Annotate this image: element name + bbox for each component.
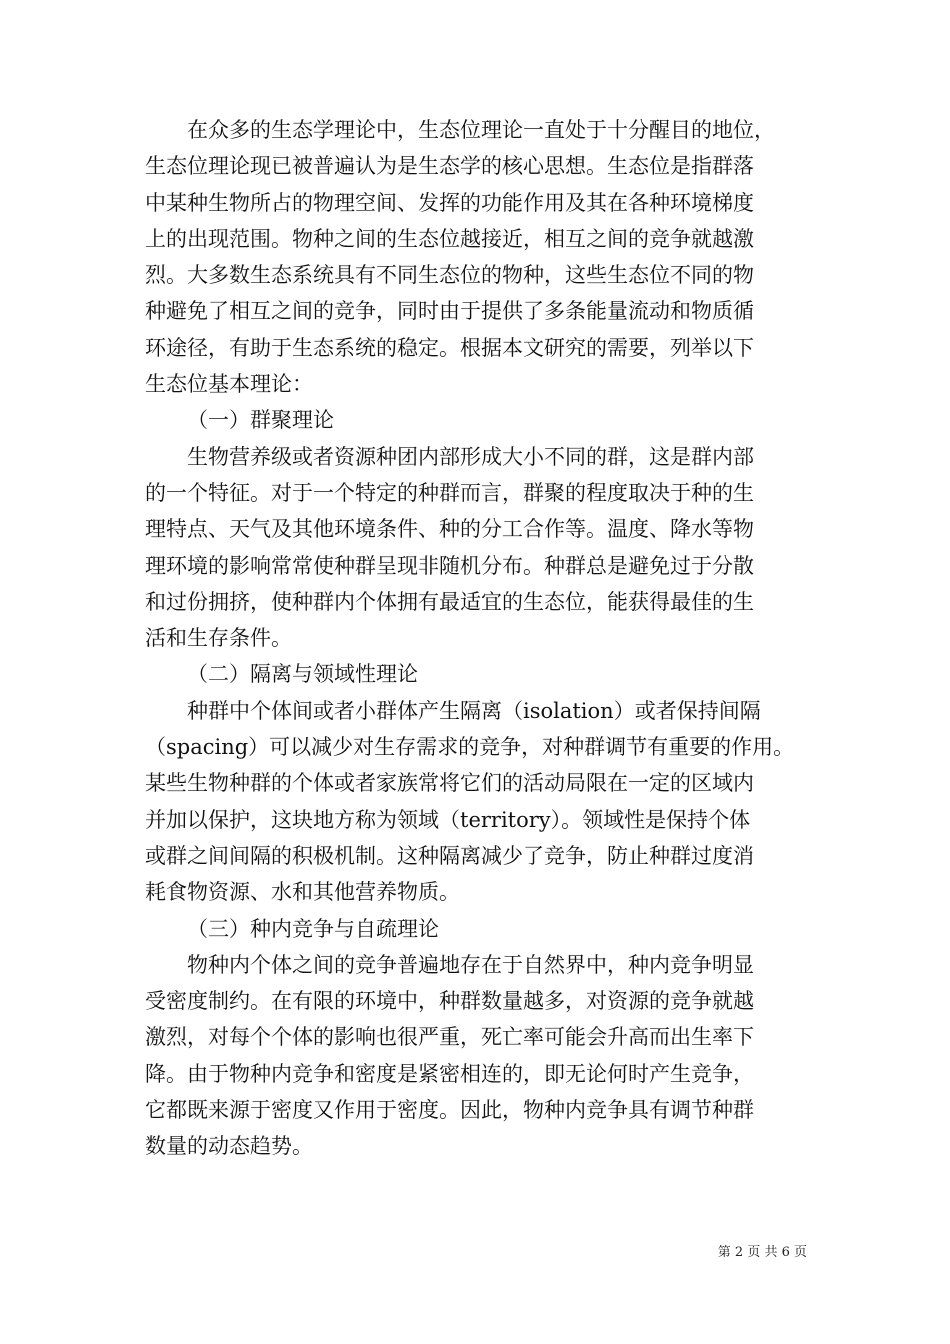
page-number: 第 2 页 共 6 页 [717, 1245, 807, 1260]
paragraph-line: 降。由于物种内竞争和密度是紧密相连的，即无论何时产生竞争， [145, 1061, 754, 1086]
document-body [145, 112, 810, 1165]
paragraph-line: 种群中个体间或者小群体产生隔离（isolation）或者保持间隔 [145, 698, 761, 723]
paragraph-line: 上的出现范围。物种之间的生态位越接近，相互之间的竞争就越激 [145, 226, 754, 251]
paragraph-line: 种避免了相互之间的竞争，同时由于提供了多条能量流动和物质循 [145, 299, 754, 324]
paragraph-line: 的一个特征。对于一个特定的种群而言，群聚的程度取决于种的生 [145, 480, 754, 505]
paragraph-line: （spacing）可以减少对生存需求的竞争，对种群调节有重要的作用。 [145, 735, 795, 760]
section-heading-3: （三）种内竞争与自疏理论 [187, 916, 439, 941]
paragraph-line: 生态位基本理论： [145, 372, 313, 397]
section-heading-2: （二）隔离与领域性理论 [187, 662, 418, 687]
paragraph-line: 激烈，对每个个体的影响也很严重，死亡率可能会升高而出生率下 [145, 1025, 754, 1050]
paragraph-line: 或群之间间隔的积极机制。这种隔离减少了竞争，防止种群过度消 [145, 843, 754, 868]
paragraph-line: 它都既来源于密度又作用于密度。因此，物种内竞争具有调节种群 [145, 1098, 754, 1123]
paragraph-line: 生态位理论现已被普遍认为是生态学的核心思想。生态位是指群落 [145, 154, 754, 179]
paragraph-line: 理特点、天气及其他环境条件、种的分工合作等。温度、降水等物 [145, 517, 754, 542]
paragraph-line: 生物营养级或者资源种团内部形成大小不同的群，这是群内部 [145, 444, 754, 469]
paragraph-line: 并加以保护，这块地方称为领域（territory）。领域性是保持个体 [145, 807, 751, 832]
paragraph-line: 某些生物种群的个体或者家族常将它们的活动局限在一定的区域内 [145, 771, 754, 796]
paragraph-line: 环途径，有助于生态系统的稳定。根据本文研究的需要，列举以下 [145, 335, 754, 360]
paragraph-line: 和过份拥挤，使种群内个体拥有最适宜的生态位，能获得最佳的生 [145, 589, 754, 614]
paragraph-line: 理环境的影响常常使种群呈现非随机分布。种群总是避免过于分散 [145, 553, 754, 578]
paragraph-line: 数量的动态趋势。 [145, 1134, 313, 1159]
paragraph-line: 受密度制约。在有限的环境中，种群数量越多，对资源的竞争就越 [145, 989, 754, 1014]
section-heading-1: （一）群聚理论 [187, 408, 334, 433]
paragraph-line: 活和生存条件。 [145, 626, 292, 651]
paragraph-line: 在众多的生态学理论中，生态位理论一直处于十分醒目的地位， [145, 118, 775, 142]
paragraph-line: 中某种生物所占的物理空间、发挥的功能作用及其在各种环境梯度 [145, 190, 754, 215]
paragraph-line: 烈。大多数生态系统具有不同生态位的物种，这些生态位不同的物 [145, 263, 754, 288]
paragraph-line: 物种内个体之间的竞争普遍地存在于自然界中，种内竞争明显 [145, 952, 754, 977]
paragraph-line: 耗食物资源、水和其他营养物质。 [145, 880, 460, 905]
